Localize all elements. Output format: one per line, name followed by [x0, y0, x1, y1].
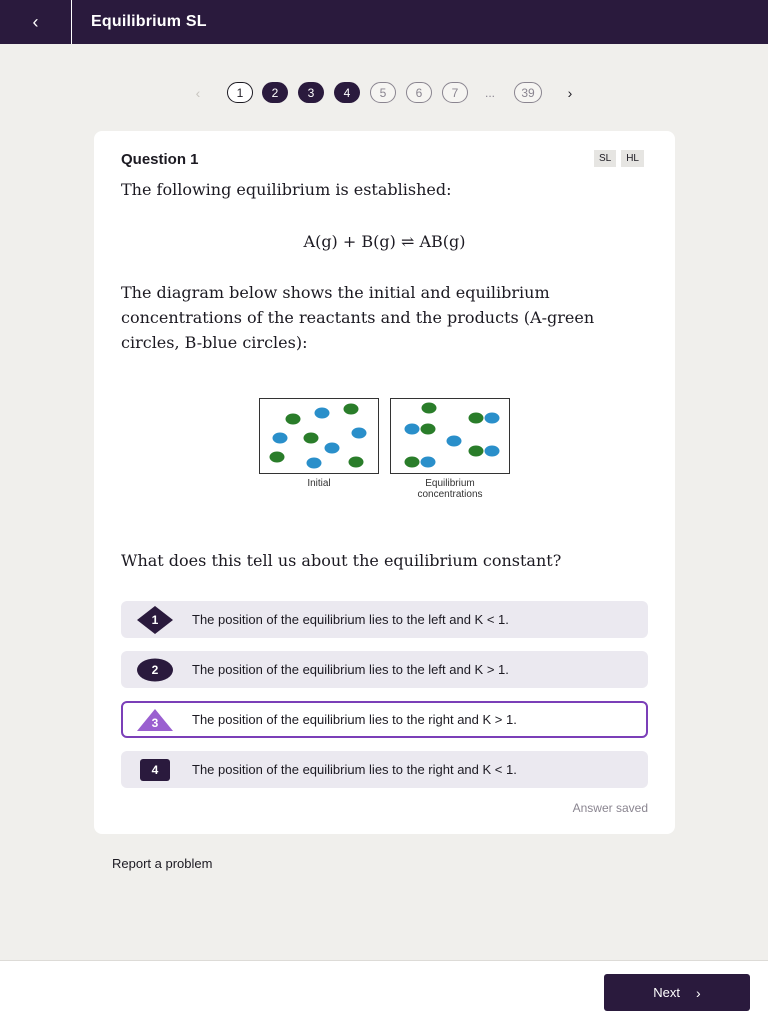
triangle-icon [137, 708, 173, 732]
particle-b [307, 458, 322, 469]
particle-b [325, 443, 340, 454]
pager-prev-button[interactable] [188, 82, 208, 103]
particle-a [270, 452, 285, 463]
level-tag-hl: HL [621, 150, 644, 167]
question-card [94, 131, 675, 834]
option-text: The position of the equilibrium lies to the right and K < 1. [192, 762, 517, 777]
option-text: The position of the equilibrium lies to the right and K > 1. [192, 712, 517, 727]
answer-option-3[interactable] [121, 701, 648, 738]
answer-option-2[interactable] [121, 651, 648, 688]
question-title: Question 1 [121, 151, 199, 168]
particle-b [352, 428, 367, 439]
particle-a [469, 413, 484, 424]
particle-a [349, 457, 364, 468]
equilibrium-particles [391, 399, 509, 473]
particle-a [421, 424, 436, 435]
circle-icon [137, 658, 173, 682]
pager-page-3[interactable]: 3 [298, 82, 324, 103]
initial-label: Initial [307, 478, 331, 489]
pager-next-button[interactable] [560, 82, 580, 103]
particle-b [405, 424, 420, 435]
level-tag-sl: SL [594, 150, 616, 167]
chevron-right-icon: › [567, 84, 573, 101]
answer-option-1[interactable] [121, 601, 648, 638]
bottom-bar [0, 960, 768, 1024]
pager-page-2[interactable]: 2 [262, 82, 288, 103]
particle-a [304, 433, 319, 444]
report-problem-link[interactable]: Report a problem [112, 856, 213, 871]
chevron-right-icon: › [696, 984, 701, 1001]
question-diagram-description: The diagram below shows the initial and equilibrium concentrations of the reactants and the products (A-green circles, B-blue circles): [121, 283, 595, 352]
option-number: 4 [151, 762, 159, 777]
question-intro: The following equilibrium is established: [121, 180, 452, 199]
pager-page-last[interactable]: 39 [514, 82, 542, 103]
pager-page-6[interactable]: 6 [406, 82, 432, 103]
chevron-left-icon: ‹ [32, 11, 39, 32]
pager-page-1[interactable]: 1 [227, 82, 253, 103]
back-button[interactable] [0, 0, 72, 44]
pager-page-7[interactable]: 7 [442, 82, 468, 103]
next-label: Next [653, 985, 681, 1000]
diamond-icon [137, 608, 173, 632]
chevron-left-icon: ‹ [195, 84, 201, 101]
option-number: 1 [151, 612, 159, 627]
particle-b [447, 436, 462, 447]
particle-a [422, 403, 437, 414]
question-equation: A(g) + B(g) ⇌ AB(g) [303, 232, 466, 251]
option-text: The position of the equilibrium lies to the left and K > 1. [192, 662, 509, 677]
question-prompt: What does this tell us about the equilibrium constant? [121, 551, 562, 570]
next-button[interactable] [604, 974, 750, 1011]
option-number: 2 [151, 662, 159, 677]
particle-a [344, 404, 359, 415]
particle-b [273, 433, 288, 444]
particle-b [315, 408, 330, 419]
save-status: Answer saved [572, 801, 648, 815]
level-tags [594, 150, 644, 167]
equilibrium-label-line2: concentrations [417, 489, 483, 500]
option-text: The position of the equilibrium lies to the left and K < 1. [192, 612, 509, 627]
particle-a [405, 457, 420, 468]
question-pager [0, 82, 768, 106]
particle-a [469, 446, 484, 457]
pager-page-5[interactable]: 5 [370, 82, 396, 103]
option-number: 3 [151, 715, 159, 730]
particle-b [485, 413, 500, 424]
particle-b [485, 446, 500, 457]
page-title: Equilibrium SL [91, 13, 207, 30]
particle-b [421, 457, 436, 468]
equilibrium-label-line1: Equilibrium [425, 478, 475, 489]
pager-ellipsis: ... [485, 85, 496, 100]
pager-page-4[interactable]: 4 [334, 82, 360, 103]
initial-particles [260, 399, 378, 473]
particle-a [286, 414, 301, 425]
equilibrium-diagram [259, 398, 511, 502]
equilibrium-box [390, 398, 510, 474]
initial-box [259, 398, 379, 474]
answer-option-4[interactable] [121, 751, 648, 788]
square-icon [137, 758, 173, 782]
top-bar [0, 0, 768, 44]
